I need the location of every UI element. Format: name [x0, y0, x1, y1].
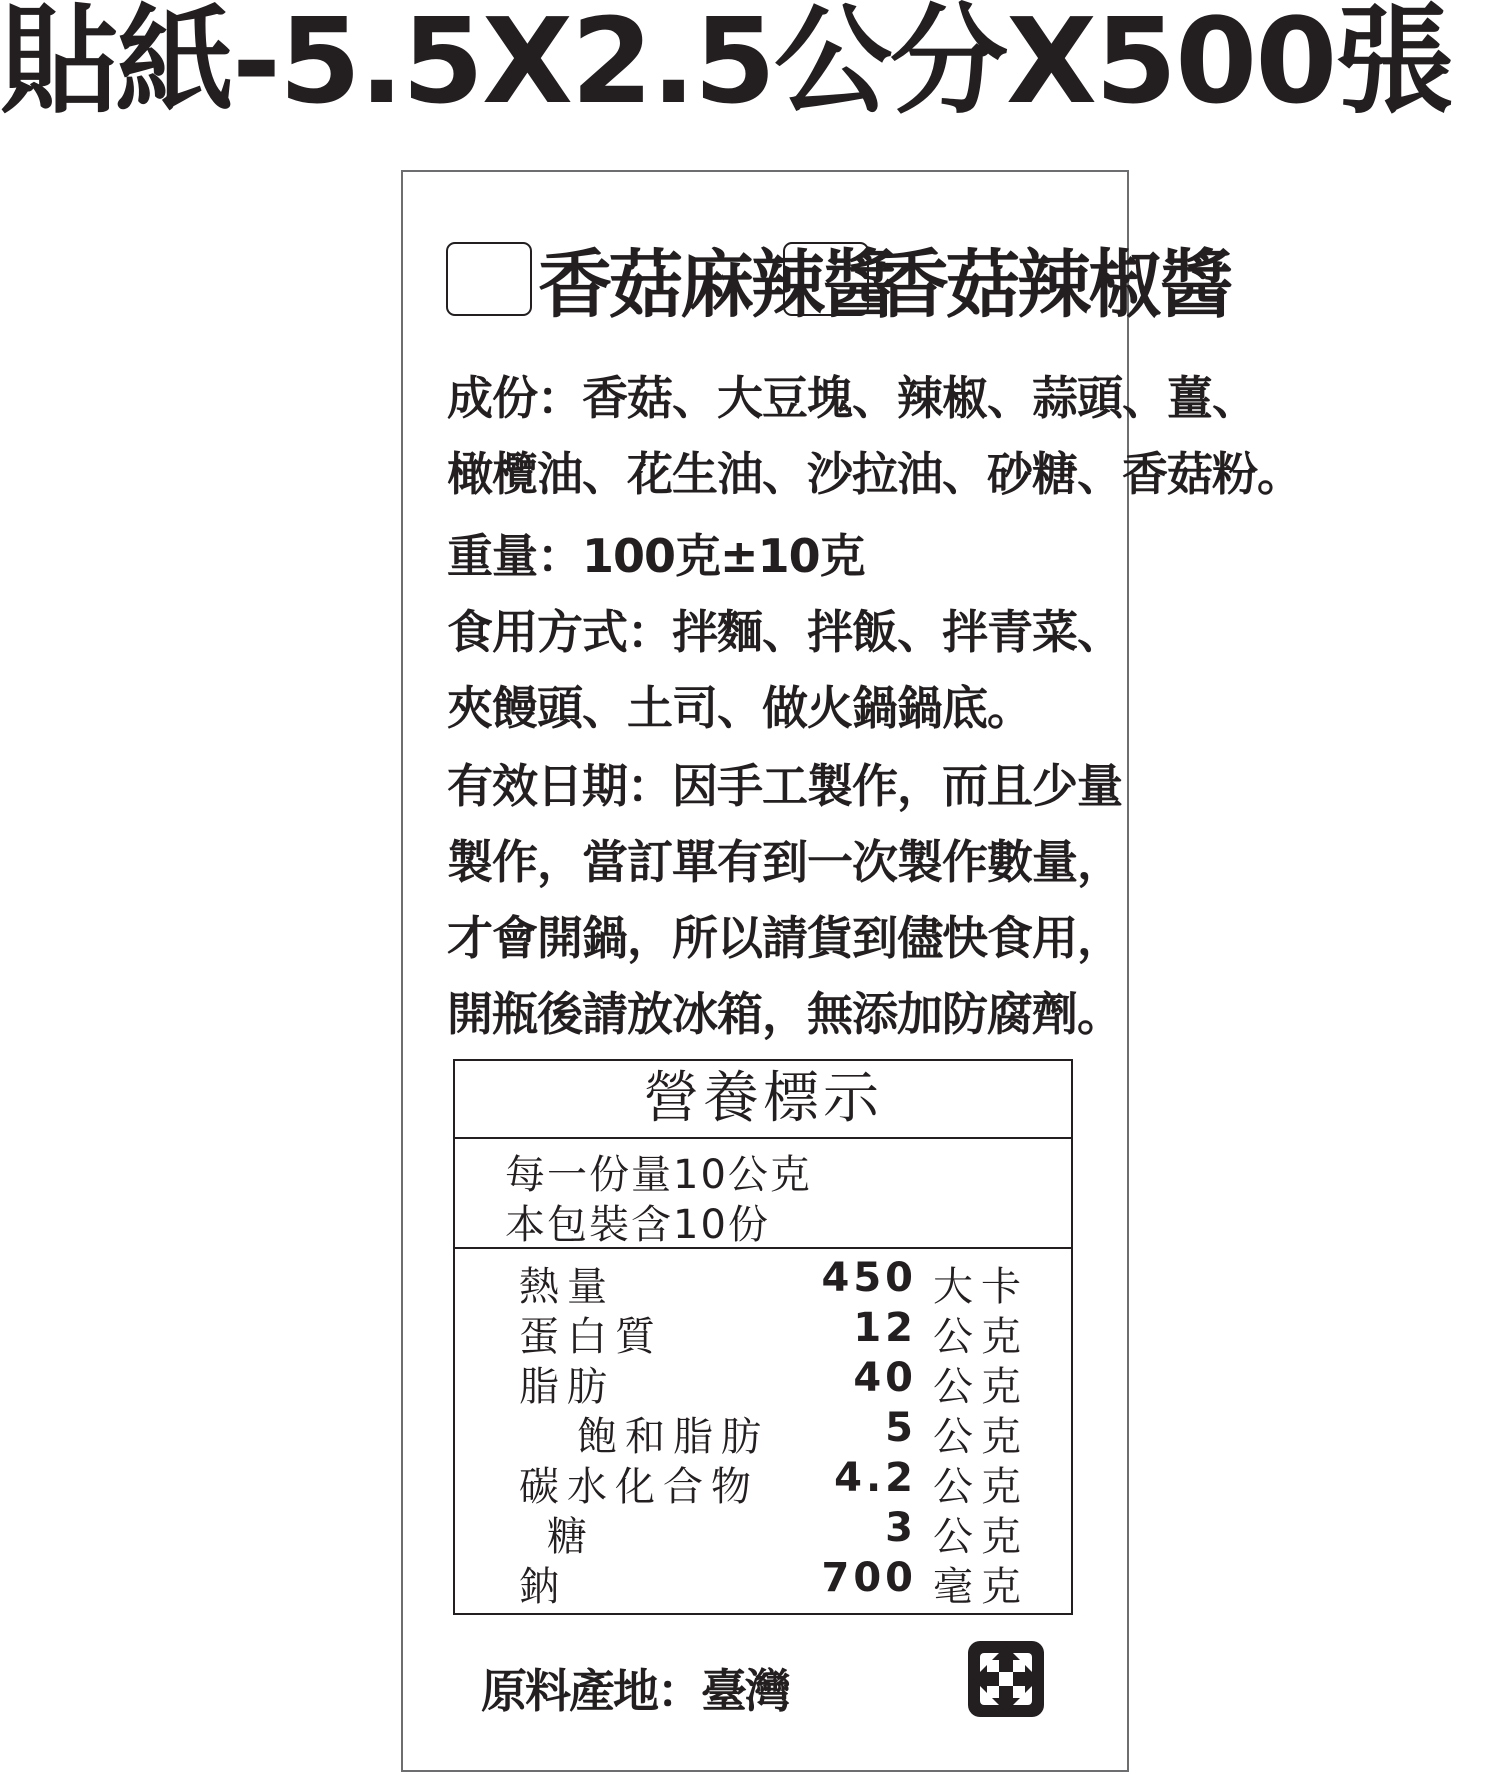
nutrient-value: 12: [853, 1305, 917, 1351]
nutrient-value: 5: [885, 1405, 917, 1451]
ingredients-line-1: 成份：香菇、大豆塊、辣椒、蒜頭、薑、: [447, 371, 1257, 425]
usage-line-1: 食用方式：拌麵、拌飯、拌青菜、: [447, 605, 1122, 659]
nutrient-name: 蛋白質: [519, 1314, 663, 1360]
serving-size: 每一份量10公克: [505, 1152, 812, 1198]
nutrient-value: 3: [885, 1505, 917, 1551]
nutrition-row: [455, 1355, 1071, 1410]
expiry-line-3: 才會開鍋，所以請貨到儘快食用，: [447, 911, 1122, 965]
option-checkbox[interactable]: [783, 242, 869, 316]
nutrient-name: 熱量: [519, 1264, 615, 1310]
servings-per-package: 本包裝含10份: [505, 1202, 770, 1248]
nutrient-name: 飽和脂肪: [577, 1414, 769, 1460]
option-checkbox[interactable]: [446, 242, 532, 316]
sticker-label: [401, 170, 1302, 1772]
nutrient-unit: 公克: [933, 1514, 1029, 1560]
nutrition-row: [455, 1305, 1071, 1360]
ingredients-line-2: 橄欖油、花生油、沙拉油、砂糖、香菇粉。: [447, 447, 1302, 501]
nutrient-value: 4.2: [834, 1455, 917, 1501]
nutrient-name: 鈉: [519, 1564, 567, 1610]
nutrition-row: [455, 1505, 1071, 1560]
option-label: 香菇麻辣醬: [538, 242, 893, 328]
nutrient-value: 700: [821, 1555, 917, 1601]
origin-text: 原料產地：臺灣: [481, 1664, 789, 1718]
nutrient-value: 40: [853, 1355, 917, 1401]
nutrition-row: [455, 1405, 1071, 1460]
usage-line-2: 夾饅頭、土司、做火鍋鍋底。: [447, 681, 1032, 735]
nutrient-unit: 大卡: [933, 1264, 1029, 1310]
expiry-line-4: 開瓶後請放冰箱，無添加防腐劑。: [447, 987, 1122, 1041]
nutrient-unit: 毫克: [933, 1564, 1029, 1610]
nutrient-name: 脂肪: [519, 1364, 615, 1410]
nutrient-unit: 公克: [933, 1414, 1029, 1460]
nutrition-heading: 營養標示: [455, 1061, 1071, 1139]
recycle-icon: [965, 1638, 1047, 1720]
divider: [455, 1247, 1071, 1249]
nutrient-unit: 公克: [933, 1314, 1029, 1360]
expiry-line-2: 製作，當訂單有到一次製作數量，: [447, 835, 1122, 889]
nutrient-unit: 公克: [933, 1364, 1029, 1410]
expiry-line-1: 有效日期：因手工製作，而且少量: [447, 759, 1122, 813]
nutrient-name: 碳水化合物: [519, 1464, 759, 1510]
option-chili[interactable]: [783, 234, 1230, 328]
nutrition-table: [453, 1059, 1073, 1615]
nutrient-name: 糖: [547, 1514, 595, 1560]
nutrient-value: 450: [821, 1255, 917, 1301]
page-title: 貼紙-5.5X2.5公分X500張: [0, 0, 1452, 130]
option-label: 香菇辣椒醬: [875, 242, 1230, 328]
weight-line: 重量：100克±10克: [447, 529, 865, 583]
nutrition-row: [455, 1555, 1071, 1610]
nutrition-row: [455, 1455, 1071, 1510]
nutrition-row: [455, 1255, 1071, 1310]
nutrient-unit: 公克: [933, 1464, 1029, 1510]
